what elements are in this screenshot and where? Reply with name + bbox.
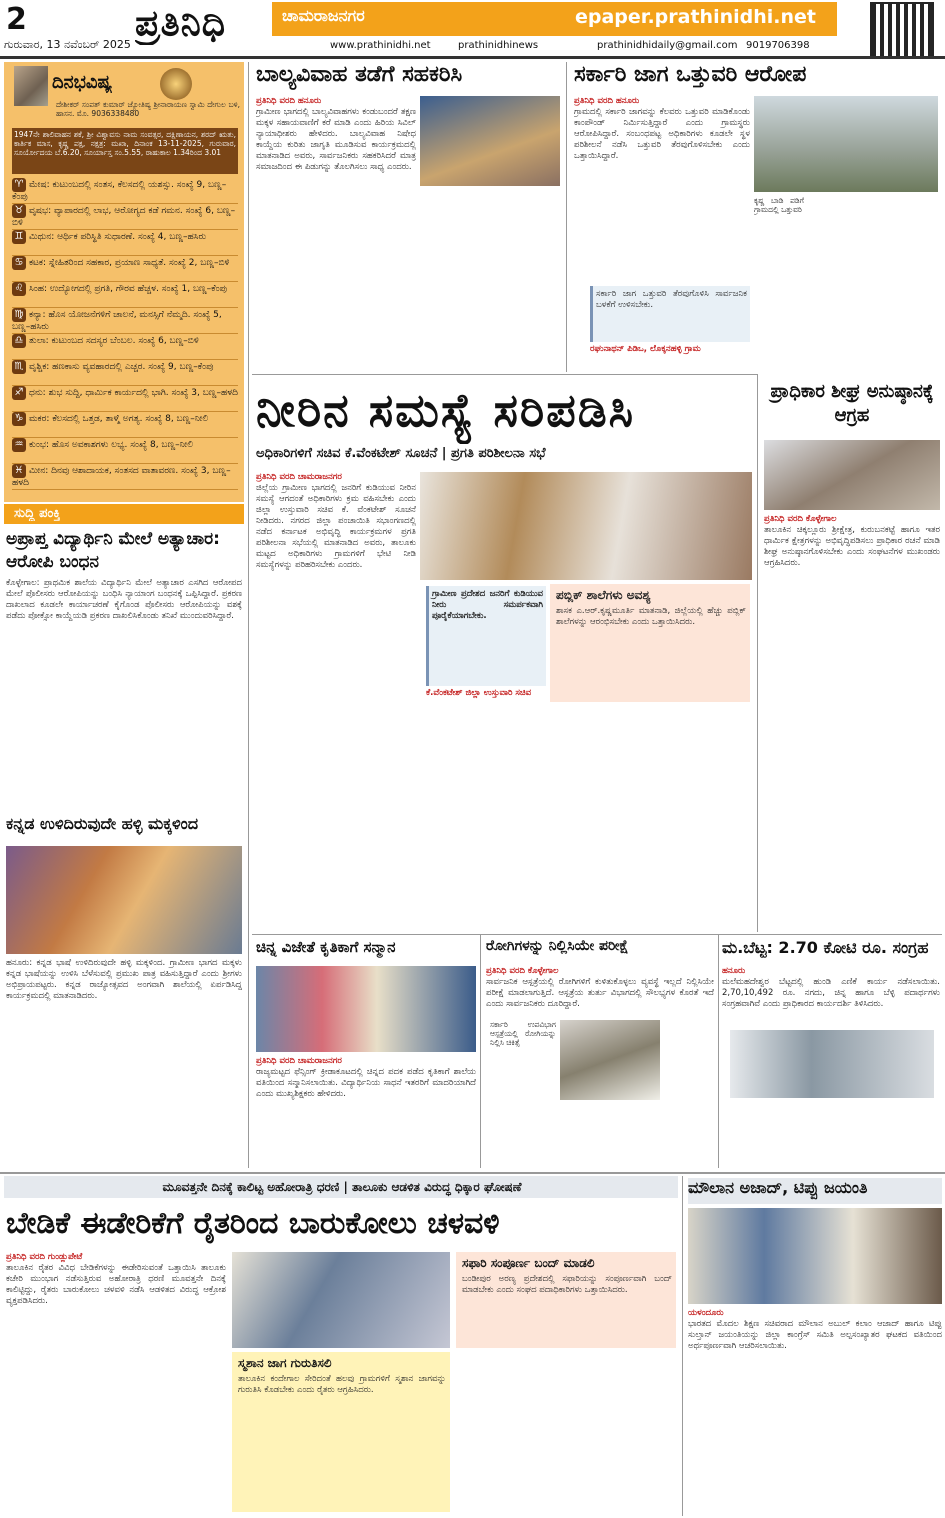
story-headline: ರೋಗಿಗಳನ್ನು ನಿಲ್ಲಿಸಿಯೇ ಪರೀಕ್ಷೆ <box>486 938 629 954</box>
column-divider <box>248 62 249 1168</box>
zodiac-sign-icon: ♎ <box>12 334 26 348</box>
lead-subhead: ಅಧಿಕಾರಿಗಳಿಗೆ ಸಚಿವ ಕೆ.ವೆಂಕಟೇಶ್ ಸೂಚನೆ | ಪ್ರಗತಿ ಪರಿಶೀಲನಾ ಸಭೆ <box>256 446 546 461</box>
meeting-photo <box>420 472 752 580</box>
story-byline: ಹನೂರು <box>722 966 746 976</box>
zodiac-row <box>12 308 238 334</box>
newspaper-logo: ಪ್ರತಿನಿಧಿ <box>135 2 227 44</box>
column-divider <box>757 374 758 932</box>
zodiac-row <box>12 438 238 464</box>
section-rule <box>252 934 942 935</box>
zodiac-text: ಕುಂಭ: ಹೊಸ ಅವಕಾಶಗಳು ಲಭ್ಯ. ಸಂಖ್ಯೆ 8, ಬಣ್ಣ–ನೀಲಿ <box>29 440 194 450</box>
story-photo <box>754 96 938 192</box>
email-link[interactable]: prathinidhidaily@gmail.com <box>597 40 738 51</box>
zodiac-row <box>12 334 238 360</box>
story-photo <box>560 1020 660 1100</box>
story-body <box>688 1308 942 1514</box>
story-byline: ಪ್ರತಿನಿಧಿ ವರದಿ ಗುಂಡ್ಲುಪೇಟೆ <box>6 1252 83 1262</box>
edition-city: ಚಾಮರಾಜನಗರ <box>282 6 365 25</box>
masthead-rule <box>0 56 945 59</box>
sidebar-box-title: ಪಬ್ಲಿಕ್ ಶಾಲೆಗಳು ಅವಶ್ಯ <box>556 588 651 602</box>
pull-quote: ಸರ್ಕಾರಿ ಜಾಗ ಒತ್ತುವರಿ ತೆರವುಗೊಳಿಸಿ ಸಾರ್ವಜನಿಕ ಬಳಕೆಗೆ ಉಳಿಸಬೇಕು. <box>590 286 750 342</box>
section-rule <box>0 1172 945 1174</box>
horoscope-title: ದಿನಭವಿಷ್ಯ <box>52 72 113 93</box>
story-text: ಭಾರತದ ಮೊದಲ ಶಿಕ್ಷಣ ಸಚಿವರಾದ ಮೌಲಾನ ಅಬುಲ್ ಕಲಾಂ ಆಜಾದ್ ಹಾಗೂ ಟಿಪ್ಪು ಸುಲ್ತಾನ್ ಜಯಂತಿಯನ್ನು ಜಿಲ್ಲಾ ಕಾಂಗ್ರೆಸ್ ಸಮಿತಿ ಅಲ್ಪಸಂಖ್ಯಾತರ ಘಟಕದ ವತಿಯಿಂದ ಅರ್ಥಪೂರ್ಣವಾಗಿ ಆಚರಿಸಲಾಯಿತು. <box>688 1319 942 1351</box>
zodiac-sign-icon: ♒ <box>12 438 26 452</box>
story-text: ತಾಲೂಕಿನ ಚಿಕ್ಕಲ್ಲೂರು ಶ್ರೀಕ್ಷೇತ್ರ, ಕುರುಬನಕಟ್ಟೆ ಹಾಗೂ ಇತರ ಧಾರ್ಮಿಕ ಕ್ಷೇತ್ರಗಳನ್ನು ಅಭಿವೃದ್ಧಿಪಡಿಸಲು ಪ್ರಾಧಿಕಾರ ರಚನೆ ಮಾಡಿ ಶೀಘ್ರ ಅನುಷ್ಠಾನಗೊಳಿಸಬೇಕು ಎಂದು ಸಂಘಟನೆಗಳ ಮುಖಂಡರು ಆಗ್ರಹಿಸಿದರು. <box>764 525 940 568</box>
zodiac-sign-icon: ♍ <box>12 308 26 322</box>
section-rule <box>252 374 757 375</box>
story-body <box>256 1056 476 1168</box>
suddi-pankti-label: ಸುದ್ದಿ ಪಂಕ್ತಿ <box>14 506 61 521</box>
zodiac-text: ಸಿಂಹ: ಉದ್ಯೋಗದಲ್ಲಿ ಪ್ರಗತಿ, ಗೌರವ ಹೆಚ್ಚಳ. ಸಂಖ್ಯೆ 1, ಬಣ್ಣ–ಕೆಂಪು <box>29 284 227 294</box>
zodiac-row <box>12 230 238 256</box>
zodiac-sign-icon: ♓ <box>12 464 26 478</box>
website-link[interactable]: www.prathinidhi.net <box>330 40 431 51</box>
zodiac-row <box>12 204 238 230</box>
zodiac-sign-icon: ♋ <box>12 256 26 270</box>
zodiac-sign-icon: ♊ <box>12 230 26 244</box>
zodiac-text: ವೃಷಭ: ವ್ಯಾಪಾರದಲ್ಲಿ ಲಾಭ, ಆರೋಗ್ಯದ ಕಡೆ ಗಮನ. ಸಂಖ್ಯೆ 6, ಬಣ್ಣ–ಬಿಳಿ <box>12 206 236 228</box>
zodiac-sign-icon: ♐ <box>12 386 26 400</box>
story-headline: ಮೌಲಾನ ಅಜಾದ್, ಟಿಪ್ಪು ಜಯಂತಿ <box>688 1178 942 1204</box>
story-photo <box>764 440 940 510</box>
story-kicker: ಮೂವತ್ತನೇ ದಿನಕ್ಕೆ ಕಾಲಿಟ್ಟ ಅಹೋರಾತ್ರಿ ಧರಣಿ | ತಾಲೂಕು ಆಡಳಿತ ವಿರುದ್ಧ ಧಿಕ್ಕಾರ ಘೋಷಣೆ <box>162 1180 522 1194</box>
sidebar-box-body: ಶಾಸಕ ಎ.ಆರ್.ಕೃಷ್ಣಮೂರ್ತಿ ಮಾತನಾಡಿ, ಜಿಲ್ಲೆಯಲ್ಲಿ ಹೆಚ್ಚು ಪಬ್ಲಿಕ್ ಶಾಲೆಗಳನ್ನು ಆರಂಭಿಸಬೇಕು ಎಂದು ಒತ್ತಾಯಿಸಿದರು. <box>556 606 746 627</box>
zodiac-text: ಧನು: ಶುಭ ಸುದ್ದಿ, ಧಾರ್ಮಿಕ ಕಾರ್ಯದಲ್ಲಿ ಭಾಗಿ. ಸಂಖ್ಯೆ 3, ಬಣ್ಣ–ಹಳದಿ <box>29 388 238 398</box>
story-body <box>764 514 940 932</box>
pull-quote: ಗ್ರಾಮೀಣ ಪ್ರದೇಶದ ಜನರಿಗೆ ಕುಡಿಯುವ ನೀರು ಸಮರ್ಪಕವಾಗಿ ಪೂರೈಕೆಯಾಗಬೇಕು. <box>426 586 546 686</box>
zodiac-text: ಮೇಷ: ಕುಟುಂಬದಲ್ಲಿ ಸಂತಸ, ಕೆಲಸದಲ್ಲಿ ಯಶಸ್ಸು. ಸಂಖ್ಯೆ 9, ಬಣ್ಣ–ಕೆಂಪು <box>12 180 227 202</box>
column-divider <box>480 934 481 1168</box>
zodiac-text: ಮೀನ: ದಿನವು ಆಶಾದಾಯಕ, ಸಂತಸದ ವಾತಾವರಣ. ಸಂಖ್ಯೆ 3, ಬಣ್ಣ–ಹಳದಿ <box>12 466 231 488</box>
story-body: ಹನೂರು: ಕನ್ನಡ ಭಾಷೆ ಉಳಿದಿರುವುದೇ ಹಳ್ಳಿ ಮಕ್ಕಳಿಂದ. ಗ್ರಾಮೀಣ ಭಾಗದ ಮಕ್ಕಳು ಕನ್ನಡ ಭಾಷೆಯನ್ನು ಉಳಿಸಿ ಬೆಳೆಸುವಲ್ಲಿ ಪ್ರಮುಖ ಪಾತ್ರ ವಹಿಸುತ್ತಿದ್ದಾರೆ ಎಂದು ಶ್ರೀಗಳು ಅಭಿಪ್ರಾಯಪಟ್ಟರು. ಕನ್ನಡ ರಾಜ್ಯೋತ್ಸವದ ಅಂಗವಾಗಿ ಶಾಲೆಯಲ್ಲಿ ಏರ್ಪಡಿಸಿದ್ದ ಕಾರ್ಯಕ್ರಮದಲ್ಲಿ ಮಾತನಾಡಿದರು. <box>6 958 242 1001</box>
zodiac-row <box>12 360 238 386</box>
story-byline: ಪ್ರತಿನಿಧಿ ವರದಿ ಕೊಳ್ಳೇಗಾಲ <box>486 966 559 976</box>
story-headline: ಪ್ರಾಧಿಕಾರ ಶೀಘ್ರ ಅನುಷ್ಠಾನಕ್ಕೆ ಆಗ್ರಹ <box>770 381 934 426</box>
zodiac-text: ತುಲಾ: ಕುಟುಂಬದ ಸದಸ್ಯರ ಬೆಂಬಲ. ಸಂಖ್ಯೆ 6, ಬಣ್ಣ–ಬಿಳಿ <box>29 336 199 346</box>
zodiac-sign-icon: ♈ <box>12 178 26 192</box>
story-text: ಗ್ರಾಮೀಣ ಭಾಗದಲ್ಲಿ ಬಾಲ್ಯವಿವಾಹಗಳು ಕಂಡುಬಂದರೆ ತಕ್ಷಣ ಮಕ್ಕಳ ಸಹಾಯವಾಣಿಗೆ ಕರೆ ಮಾಡಿ ಎಂದು ಹಿರಿಯ ಸಿವಿಲ್ ನ್ಯಾಯಾಧೀಶರು ಹೇಳಿದರು. ಬಾಲ್ಯವಿವಾಹ ನಿಷೇಧ ಕಾಯ್ದೆಯ ಕುರಿತು ಜಾಗೃತಿ ಮೂಡಿಸುವ ಕಾರ್ಯಕ್ರಮದಲ್ಲಿ ಮಾತನಾಡಿದ ಅವರು, ಸಾರ್ವಜನಿಕರು ಸಹಕರಿಸಿದರೆ ಮಾತ್ರ ಸಮಾಜದಿಂದ ಈ ಪಿಡುಗನ್ನು ತೊಲಗಿಸಲು ಸಾಧ್ಯ ಎಂದರು. <box>256 107 416 172</box>
story-photo <box>730 1030 934 1098</box>
story-photo <box>688 1208 942 1304</box>
zodiac-text: ಕಟಕ: ಸ್ನೇಹಿತರಿಂದ ಸಹಕಾರ, ಪ್ರಯಾಣ ಸಾಧ್ಯತೆ. ಸಂಖ್ಯೆ 2, ಬಣ್ಣ–ಬಿಳಿ <box>29 258 230 268</box>
story-headline: ಬೇಡಿಕೆ ಈಡೇರಿಕೆಗೆ ರೈತರಿಂದ ಬಾರುಕೋಲು ಚಳವಳಿ <box>6 1206 500 1241</box>
quote-author: ಕೆ.ವೆಂಕಟೇಶ್ ಜಿಲ್ಲಾ ಉಸ್ತುವಾರಿ ಸಚಿವ <box>426 688 532 698</box>
story-headline: ಅಪ್ರಾಪ್ತ ವಿದ್ಯಾರ್ಥಿನಿ ಮೇಲೆ ಅತ್ಯಾಚಾರ: ಆರೋಪಿ ಬಂಧನ <box>6 529 220 572</box>
story-byline: ಯಳಂದೂರು <box>688 1308 724 1318</box>
story-headline: ಚಿನ್ನ ವಿಜೇತೆ ಕೃತಿಕಾಗೆ ಸನ್ಮಾನ <box>256 938 396 956</box>
zodiac-wheel-icon <box>160 68 192 100</box>
story-text: ತಾಲೂಕಿನ ರೈತರ ವಿವಿಧ ಬೇಡಿಕೆಗಳನ್ನು ಈಡೇರಿಸುವಂತೆ ಒತ್ತಾಯಿಸಿ ತಾಲೂಕು ಕಚೇರಿ ಮುಂಭಾಗ ನಡೆಸುತ್ತಿರುವ ಅಹೋರಾತ್ರಿ ಧರಣಿ ಮೂವತ್ತನೇ ದಿನಕ್ಕೆ ಕಾಲಿಟ್ಟಿದ್ದು, ರೈತರು ಬಾರುಕೋಲು ಚಳವಳಿ ನಡೆಸಿ ಆಡಳಿತದ ವಿರುದ್ಧ ಆಕ್ರೋಶ ವ್ಯಕ್ತಪಡಿಸಿದರು. <box>6 1263 226 1306</box>
masthead <box>0 0 945 58</box>
sidebar-box-body: ಬಂಡೀಪುರ ಅರಣ್ಯ ಪ್ರದೇಶದಲ್ಲಿ ಸಫಾರಿಯನ್ನು ಸಂಪೂರ್ಣವಾಗಿ ಬಂದ್ ಮಾಡಬೇಕು ಎಂದು ಸಂಘದ ಪದಾಧಿಕಾರಿಗಳು ಒತ್ತಾಯಿಸಿದರು. <box>462 1274 672 1295</box>
story-byline: ಪ್ರತಿನಿಧಿ ವರದಿ ಚಾಮರಾಜನಗರ <box>256 472 342 482</box>
story-text: ರಾಜ್ಯಮಟ್ಟದ ಫೆನ್ಸಿಂಗ್ ಕ್ರೀಡಾಕೂಟದಲ್ಲಿ ಚಿನ್ನದ ಪದಕ ಪಡೆದ ಕೃತಿಕಾಗೆ ಶಾಲೆಯ ವತಿಯಿಂದ ಸನ್ಮಾನಿಸಲಾಯಿತು. ವಿದ್ಯಾರ್ಥಿನಿಯ ಸಾಧನೆ ಇತರರಿಗೆ ಮಾದರಿಯಾಗಿದೆ ಎಂದು ಮುಖ್ಯಶಿಕ್ಷಕರು ಹೇಳಿದರು. <box>256 1067 476 1099</box>
sidebar-box-body: ತಾಲೂಕಿನ ಕಂದೇಗಾಲ ಸೇರಿದಂತೆ ಹಲವು ಗ್ರಾಮಗಳಿಗೆ ಸ್ಮಶಾನ ಜಾಗವನ್ನು ಗುರುತಿಸಿ ಕೊಡಬೇಕು ಎಂದು ರೈತರು ಆಗ್ರಹಿಸಿದರು. <box>238 1374 446 1395</box>
sidebar-box-title: ಸ್ಮಶಾನ ಜಾಗ ಗುರುತಿಸಲಿ <box>238 1356 332 1370</box>
zodiac-text: ಮಕರ: ಕೆಲಸದಲ್ಲಿ ಒತ್ತಡ, ತಾಳ್ಮೆ ಅಗತ್ಯ. ಸಂಖ್ಯೆ 8, ಬಣ್ಣ–ನೀಲಿ <box>29 414 209 424</box>
zodiac-text: ವೃಶ್ಚಿಕ: ಹಣಕಾಸು ವ್ಯವಹಾರದಲ್ಲಿ ಎಚ್ಚರ. ಸಂಖ್ಯೆ 9, ಬಣ್ಣ–ಕೆಂಪು <box>29 362 214 372</box>
column-divider <box>566 62 567 372</box>
story-body <box>6 1252 226 1514</box>
zodiac-row <box>12 412 238 438</box>
social-handle[interactable]: prathinidhinews <box>458 40 539 51</box>
zodiac-sign-icon: ♉ <box>12 204 26 218</box>
story-photo <box>232 1252 450 1348</box>
zodiac-sign-icon: ♏ <box>12 360 26 374</box>
zodiac-sign-icon: ♌ <box>12 282 26 296</box>
story-headline: ಮ.ಬೆಟ್ಟ: 2.70 ಕೋಟಿ ರೂ. ಸಂಗ್ರಹ <box>722 938 929 957</box>
story-headline: ಬಾಲ್ಯವಿವಾಹ ತಡೆಗೆ ಸಹಕರಿಸಿ <box>256 62 463 87</box>
story-photo <box>420 96 560 186</box>
panchanga: 1947ನೇ ಶಾಲಿವಾಹನ ಶಕೆ, ಶ್ರೀ ವಿಶ್ವಾವಸು ನಾಮ ಸಂವತ್ಸರ, ದಕ್ಷಿಣಾಯನ, ಶರದ್ ಋತು, ಕಾರ್ತಿಕ ಮಾಸ, ಕೃಷ್ಣ ಪಕ್ಷ, ನಕ್ಷತ್ರ: ಮಖಾ, ದಿನಾಂಕ 13-11-2025, ಗುರುವಾರ, ಸೂರ್ಯೋದಯ ಬೆ.6.20, ಸೂರ್ಯಾಸ್ತ ಸಂ.5.55, ರಾಹುಕಾಲ 1.34ರಿಂದ 3.01 <box>12 128 238 174</box>
story-byline: ಪ್ರತಿನಿಧಿ ವರದಿ ಚಾಮರಾಜನಗರ <box>256 1056 342 1066</box>
phone-number: 9019706398 <box>746 40 810 51</box>
story-text: ಮಲೆಮಹದೇಶ್ವರ ಬೆಟ್ಟದಲ್ಲಿ ಹುಂಡಿ ಎಣಿಕೆ ಕಾರ್ಯ ನಡೆಸಲಾಯಿತು. 2,70,10,492 ರೂ. ನಗದು, ಚಿನ್ನ ಹಾಗೂ ಬೆಳ್ಳಿ ಪದಾರ್ಥಗಳು ಸಂಗ್ರಹವಾಗಿವೆ ಎಂದು ಪ್ರಾಧಿಕಾರದ ಕಾರ್ಯದರ್ಶಿ ತಿಳಿಸಿದರು. <box>722 977 940 1009</box>
zodiac-row <box>12 282 238 308</box>
column-divider <box>718 934 719 1168</box>
photo-caption: ಸರ್ಕಾರಿ ಉಪವಿಭಾಗ ಆಸ್ಪತ್ರೆಯಲ್ಲಿ ರೋಗಿಯನ್ನು ನಿಲ್ಲಿಸಿ ಚಿಕಿತ್ಸೆ <box>490 1020 556 1047</box>
zodiac-row <box>12 386 238 412</box>
astrologer-photo <box>14 66 48 106</box>
story-text: ಜಿಲ್ಲೆಯ ಗ್ರಾಮೀಣ ಭಾಗದಲ್ಲಿ ಜನರಿಗೆ ಕುಡಿಯುವ ನೀರಿನ ಸಮಸ್ಯೆ ಆಗದಂತೆ ಅಧಿಕಾರಿಗಳು ಕ್ರಮ ವಹಿಸಬೇಕು ಎಂದು ಜಿಲ್ಲಾ ಉಸ್ತುವಾರಿ ಸಚಿವ ಕೆ. ವೆಂಕಟೇಶ್ ಸೂಚನೆ ನೀಡಿದರು. ನಗರದ ಜಿಲ್ಲಾ ಪಂಚಾಯಿತಿ ಸಭಾಂಗಣದಲ್ಲಿ ನಡೆದ ಕರ್ನಾಟಕ ಅಭಿವೃದ್ಧಿ ಕಾರ್ಯಕ್ರಮಗಳ ಪ್ರಗತಿ ಪರಿಶೀಲನಾ ಸಭೆಯಲ್ಲಿ ಮಾತನಾಡಿದ ಅವರು, ತಾಲೂಕು ಮಟ್ಟದ ಅಧಿಕಾರಿಗಳು ಗ್ರಾಮಗಳಿಗೆ ಭೇಟಿ ನೀಡಿ ಸಮಸ್ಯೆಗಳನ್ನು ಪರಿಹರಿಸಬೇಕು ಎಂದರು. <box>256 483 416 570</box>
qr-code-icon <box>870 2 934 58</box>
story-body <box>256 472 416 932</box>
sidebar-box-title: ಸಫಾರಿ ಸಂಪೂರ್ಣ ಬಂದ್ ಮಾಡಲಿ <box>462 1256 595 1270</box>
story-text: ಸಾರ್ವಜನಿಕ ಆಸ್ಪತ್ರೆಯಲ್ಲಿ ರೋಗಿಗಳಿಗೆ ಕುಳಿತುಕೊಳ್ಳಲು ವ್ಯವಸ್ಥೆ ಇಲ್ಲದೆ ನಿಲ್ಲಿಸಿಯೇ ಪರೀಕ್ಷೆ ಮಾಡಲಾಗುತ್ತಿದೆ. ಆಸ್ಪತ್ರೆಯ ತುರ್ತು ವಿಭಾಗದಲ್ಲಿ ಸೌಲಭ್ಯಗಳ ಕೊರತೆ ಇದೆ ಎಂದು ಸಾರ್ವಜನಿಕರು ದೂರಿದ್ದಾರೆ. <box>486 977 714 1009</box>
column-divider <box>682 1176 683 1516</box>
story-byline: ಪ್ರತಿನಿಧಿ ವರದಿ ಕೊಳ್ಳೇಗಾಲ <box>764 514 837 524</box>
zodiac-row <box>12 256 238 282</box>
photo-caption: ಕೃಷ್ಣ ಬಾಡಿ ಪಡಿಗೆ ಗ್ರಾಮದಲ್ಲಿ ಒತ್ತುವರಿ <box>754 196 804 214</box>
zodiac-row <box>12 178 238 204</box>
story-text: ಗ್ರಾಮದಲ್ಲಿ ಸರ್ಕಾರಿ ಜಾಗವನ್ನು ಕೆಲವರು ಒತ್ತುವರಿ ಮಾಡಿಕೊಂಡು ಕಾಂಪೌಂಡ್ ನಿರ್ಮಿಸುತ್ತಿದ್ದಾರೆ ಎಂದು ಗ್ರಾಮಸ್ಥರು ಆರೋಪಿಸಿದ್ದಾರೆ. ಸಂಬಂಧಪಟ್ಟ ಅಧಿಕಾರಿಗಳು ಕೂಡಲೇ ಸ್ಥಳ ಪರಿಶೀಲನೆ ನಡೆಸಿ ಒತ್ತುವರಿ ತೆರವುಗೊಳಿಸಬೇಕು ಎಂದು ಒತ್ತಾಯಿಸಿದ್ದಾರೆ. <box>574 107 750 161</box>
zodiac-sign-icon: ♑ <box>12 412 26 426</box>
story-body: ಕೊಳ್ಳೇಗಾಲ: ಪ್ರಾಥಮಿಕ ಶಾಲೆಯ ವಿದ್ಯಾರ್ಥಿನಿ ಮೇಲೆ ಅತ್ಯಾಚಾರ ಎಸಗಿದ ಆರೋಪದ ಮೇಲೆ ಪೊಲೀಸರು ಆರೋಪಿಯನ್ನು ಬಂಧಿಸಿ ನ್ಯಾಯಾಂಗ ಬಂಧನಕ್ಕೆ ಒಪ್ಪಿಸಿದ್ದಾರೆ. ಪ್ರಕರಣ ದಾಖಲಾದ ಕೂಡಲೇ ಕಾರ್ಯಾಚರಣೆ ಕೈಗೊಂಡ ಪೊಲೀಸರು ಆರೋಪಿಯನ್ನು ವಶಕ್ಕೆ ಪಡೆದು ಪೋಕ್ಸೋ ಕಾಯ್ದೆಯಡಿ ಪ್ರಕರಣ ದಾಖಲಿಸಿಕೊಂಡು ತನಿಖೆ ಮುಂದುವರಿಸಿದ್ದಾರೆ. <box>6 578 242 621</box>
astrologer-info: ದೇಶೀಕರ್ ಸಂಪತ್ ಕುಮಾರ್ ಜ್ಯೋತಿಷ್ಯ ಶ್ರೀನಾರಾಯಣ ಸ್ವಾಮಿ ದೇಗುಲ ಬಳಿ, ಹಾಸನ. ಮೊ. 9036338480 <box>56 100 240 118</box>
story-headline: ಸರ್ಕಾರಿ ಜಾಗ ಒತ್ತುವರಿ ಆರೋಪ <box>574 62 807 87</box>
page-number: 2 <box>6 2 27 37</box>
story-byline: ಪ್ರತಿನಿಧಿ ವರದಿ ಹನೂರು <box>256 96 322 106</box>
story-headline: ಕನ್ನಡ ಉಳಿದಿರುವುದೇ ಹಳ್ಳಿ ಮಕ್ಕಳಿಂದ <box>6 814 199 833</box>
issue-date: ಗುರುವಾರ, 13 ನವೆಂಬರ್ 2025 <box>4 38 131 51</box>
story-byline: ಪ್ರತಿನಿಧಿ ವರದಿ ಹನೂರು <box>574 96 640 106</box>
zodiac-text: ಮಿಥುನ: ಆರ್ಥಿಕ ಪರಿಸ್ಥಿತಿ ಸುಧಾರಣೆ. ಸಂಖ್ಯೆ 4, ಬಣ್ಣ–ಹಸಿರು <box>29 232 207 242</box>
epaper-url[interactable]: epaper.prathinidhi.net <box>575 6 816 28</box>
zodiac-row <box>12 464 238 490</box>
story-body <box>256 96 416 346</box>
story-photo <box>256 966 476 1052</box>
story-body <box>574 96 750 276</box>
story-photo <box>6 846 242 954</box>
zodiac-text: ಕನ್ಯಾ: ಹೊಸ ಯೋಜನೆಗಳಿಗೆ ಚಾಲನೆ, ಮನಸ್ಸಿಗೆ ನೆಮ್ಮದಿ. ಸಂಖ್ಯೆ 5, ಬಣ್ಣ–ಹಸಿರು <box>12 310 222 332</box>
quote-author: ರಘುನಾಥನ್ ಪಿಡಿಒ, ಲೊಕ್ಕನಹಳ್ಳಿ ಗ್ರಾಮ <box>590 344 701 354</box>
lead-headline: ನೀರಿನ ಸಮಸ್ಯೆ ಸರಿಪಡಿಸಿ <box>256 383 636 437</box>
